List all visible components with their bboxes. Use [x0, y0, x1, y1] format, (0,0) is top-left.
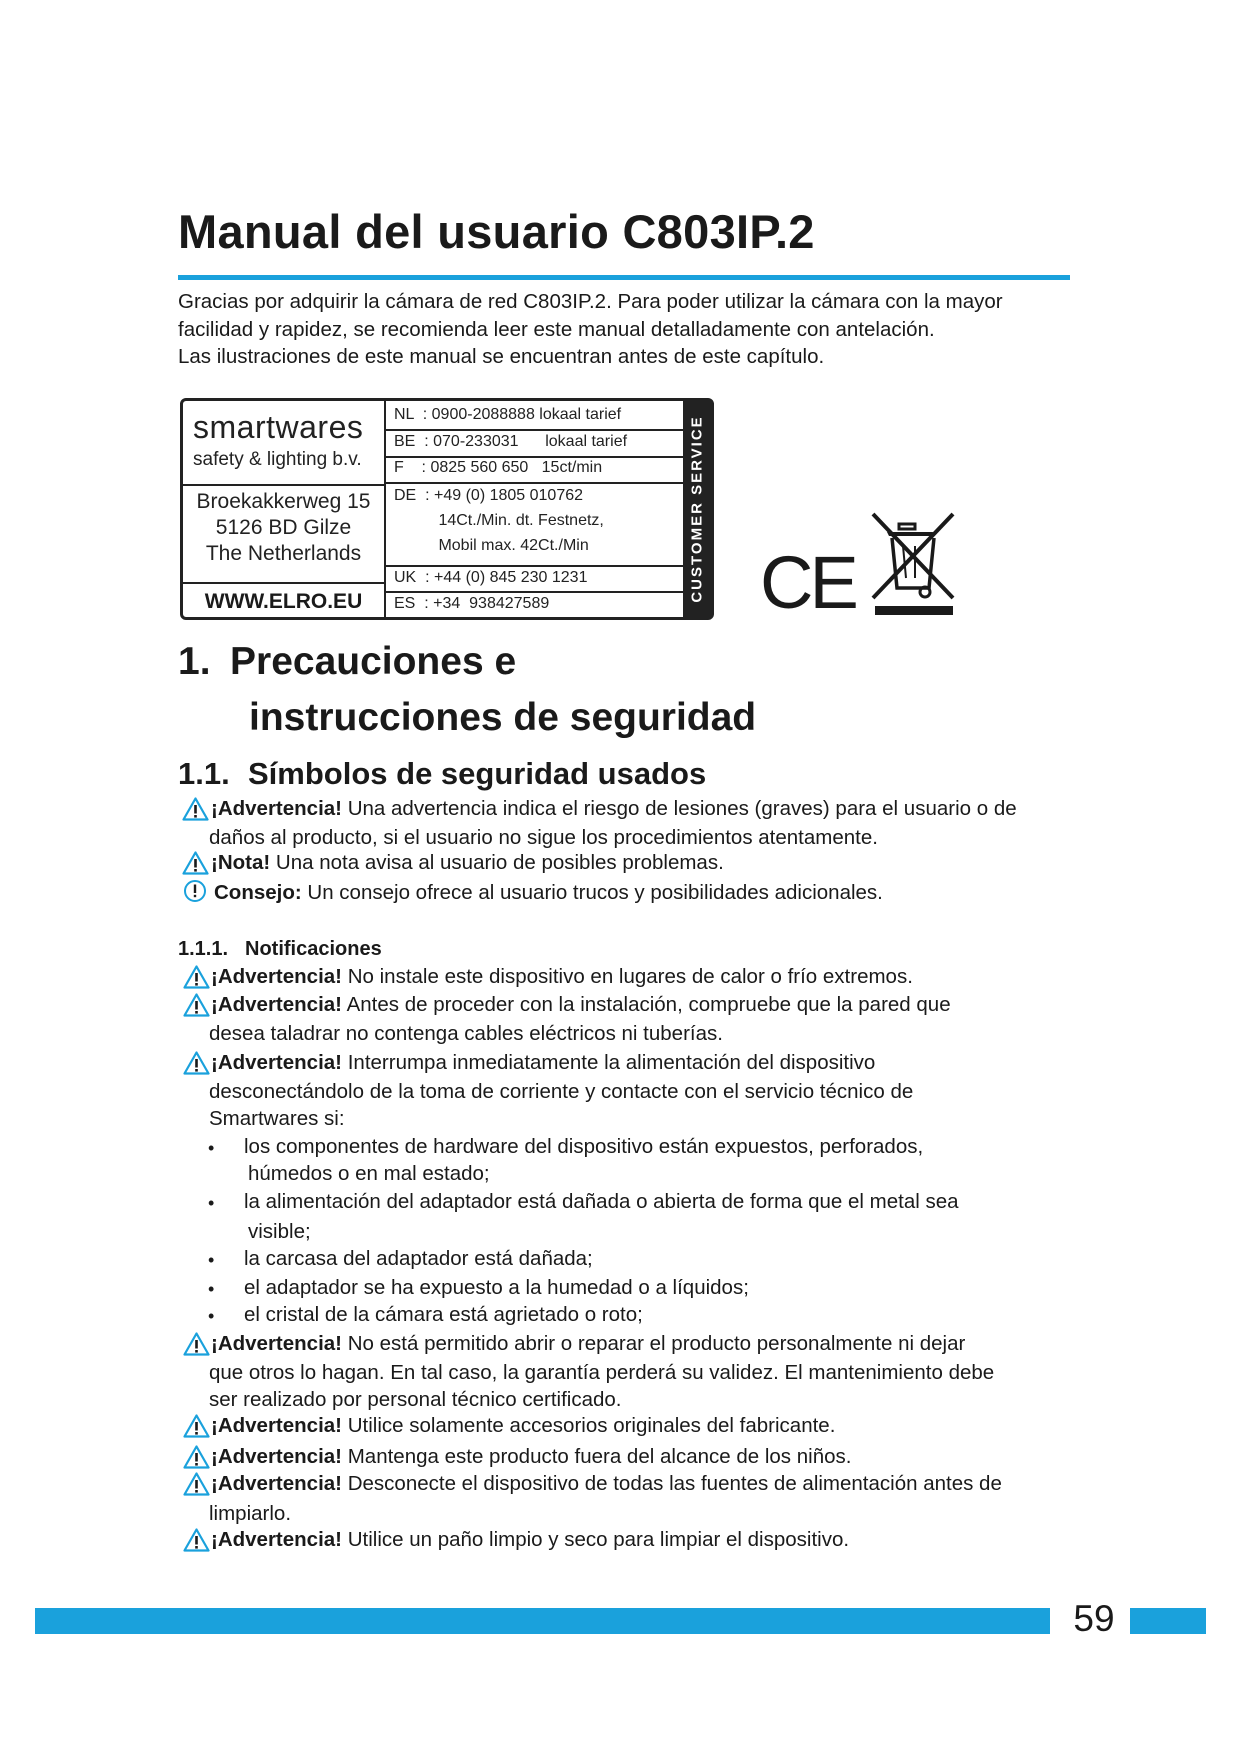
section-title: Notificaciones — [245, 938, 382, 960]
warning-text-cont: desea taladrar no contenga cables eléctricos ni tuberías. — [209, 1022, 723, 1045]
intro-line: facilidad y rapidez, se recomienda leer este manual detalladamente con antelación. — [178, 317, 935, 341]
intro-line: Gracias por adquirir la cámara de red C803IP.2. Para poder utilizar la cámara con la mayor — [178, 290, 1003, 313]
brand-name: smartwares — [193, 409, 364, 445]
phone-divider — [386, 591, 684, 593]
symbol-tip — [214, 881, 883, 905]
bullet-item: la carcasa del adaptador está dañada; — [244, 1247, 593, 1270]
customer-service-label: CUSTOMER SERVICE — [688, 415, 706, 603]
warning-item — [211, 1472, 1002, 1496]
bullet-dot: • — [208, 1279, 215, 1299]
warning-item — [211, 1332, 965, 1356]
section-number: 1.1.1. — [178, 938, 229, 960]
bullet-dot: • — [208, 1250, 215, 1270]
page-number: 59 — [1073, 1598, 1115, 1639]
address-line: 5126 BD Gilze — [215, 516, 352, 539]
warning-text: Utilice un paño limpio y seco para limpiar el dispositivo. — [347, 1528, 850, 1551]
symbol-label: ¡Nota! — [211, 851, 271, 874]
symbol-label: ¡Advertencia! — [211, 797, 343, 820]
phone-divider — [386, 482, 684, 484]
footer-bar — [35, 1608, 1050, 1634]
warning-icon — [182, 797, 209, 821]
bullet-dot: • — [208, 1193, 215, 1213]
address-line: The Netherlands — [205, 542, 362, 565]
warning-icon — [183, 1528, 210, 1552]
symbol-warning — [211, 797, 1017, 821]
phone-divider — [386, 565, 684, 567]
warning-icon — [183, 993, 210, 1017]
warning-label: ¡Advertencia! — [211, 1051, 343, 1074]
warning-icon — [183, 1414, 210, 1438]
bullet-item: el adaptador se ha expuesto a la humedad o a líquidos; — [244, 1276, 749, 1299]
warning-text: Mantenga este producto fuera del alcance de los niños. — [347, 1445, 852, 1468]
warning-text: Antes de proceder con la instalación, compruebe que la pared que — [346, 993, 951, 1016]
phone-divider — [386, 456, 684, 458]
warning-text: Desconecte el dispositivo de todas las fuentes de alimentación antes de — [347, 1472, 1002, 1495]
warning-item — [211, 1051, 875, 1075]
phone-de-note: 14Ct./Min. dt. Festnetz, — [394, 512, 604, 529]
phone-uk: UK : +44 (0) 845 230 1231 — [394, 569, 588, 586]
section-number: 1. — [178, 640, 211, 683]
bullet-item: los componentes de hardware del dispositivo están expuestos, perforados, — [244, 1135, 924, 1158]
warning-text-cont: Smartwares si: — [209, 1107, 345, 1130]
weee-bin-icon — [865, 508, 961, 618]
warning-label: ¡Advertencia! — [211, 1528, 343, 1551]
warning-text-cont: desconectándolo de la toma de corriente y contacte con el servicio técnico de — [209, 1080, 914, 1103]
brand-subtitle: safety & lighting b.v. — [193, 449, 362, 470]
warning-text-cont: ser realizado por personal técnico certificado. — [209, 1388, 622, 1411]
warning-text: Utilice solamente accesorios originales del fabricante. — [347, 1414, 836, 1437]
warning-icon — [183, 1332, 210, 1356]
warning-item — [211, 1414, 835, 1438]
section-1-heading — [178, 634, 756, 746]
symbol-text: Un consejo ofrece al usuario trucos y posibilidades adicionales. — [307, 881, 883, 904]
warning-item — [211, 993, 951, 1017]
section-title: Símbolos de seguridad usados — [248, 756, 707, 791]
warning-label: ¡Advertencia! — [211, 1445, 343, 1468]
phone-de: DE : +49 (0) 1805 010762 — [394, 487, 584, 504]
warning-text: No instale este dispositivo en lugares de calor o frío extremos. — [347, 965, 913, 988]
company-address — [183, 489, 384, 567]
warning-icon — [183, 1051, 210, 1075]
phone-be: BE : 070-233031 lokaal tarief — [394, 433, 628, 450]
customer-service-band — [683, 401, 711, 617]
title-divider — [178, 275, 1070, 280]
warning-text-cont: limpiarlo. — [209, 1502, 292, 1525]
brand-box — [183, 401, 384, 486]
phone-list — [386, 401, 684, 617]
warning-text: No está permitido abrir o reparar el producto personalmente ni dejar — [347, 1332, 966, 1355]
page-title: Manual del usuario C803IP.2 — [178, 205, 815, 258]
warning-icon — [183, 1472, 210, 1496]
symbol-text: Una nota avisa al usuario de posibles problemas. — [275, 851, 724, 874]
intro-paragraph — [178, 288, 1078, 371]
intro-line: Las ilustraciones de este manual se encuentran antes de este capítulo. — [178, 345, 825, 368]
bullet-dot: • — [208, 1306, 215, 1326]
warning-item — [211, 965, 913, 989]
section-number: 1.1. — [178, 756, 230, 791]
website: WWW.ELRO.EU — [183, 582, 384, 622]
customer-service-card — [180, 398, 714, 620]
bullet-item-cont: húmedos o en mal estado; — [248, 1162, 490, 1185]
warning-item — [211, 1528, 849, 1552]
phone-de-note: Mobil max. 42Ct./Min — [394, 537, 589, 554]
warning-item — [211, 1445, 851, 1469]
phone-divider — [386, 429, 684, 431]
tip-icon — [183, 879, 207, 903]
symbol-label: Consejo: — [214, 881, 302, 904]
warning-label: ¡Advertencia! — [211, 1332, 343, 1355]
ce-mark: CE — [760, 541, 855, 624]
warning-label: ¡Advertencia! — [211, 993, 343, 1016]
section-title-line: instrucciones de seguridad — [249, 696, 757, 739]
warning-label: ¡Advertencia! — [211, 965, 343, 988]
bullet-dot: • — [208, 1138, 215, 1158]
bullet-item: el cristal de la cámara está agrietado o roto; — [244, 1303, 643, 1326]
section-1-1-1-heading — [178, 938, 382, 961]
bullet-item-cont: visible; — [248, 1220, 311, 1243]
phone-fr: F : 0825 560 650 15ct/min — [394, 459, 603, 476]
symbol-text-cont: daños al producto, si el usuario no sigue los procedimientos atentamente. — [209, 826, 878, 849]
warning-icon — [183, 965, 210, 989]
phone-nl: NL : 0900-2088888 lokaal tarief — [394, 406, 622, 423]
card-left-column — [183, 401, 386, 617]
address-line: Broekakkerweg 15 — [196, 490, 371, 513]
section-title-line: Precauciones e — [230, 640, 517, 683]
warning-icon — [182, 851, 209, 875]
warning-icon — [183, 1445, 210, 1469]
section-1-1-heading — [178, 756, 706, 792]
warning-label: ¡Advertencia! — [211, 1414, 343, 1437]
warning-text-cont: que otros lo hagan. En tal caso, la garantía perderá su validez. El mantenimiento debe — [209, 1361, 995, 1384]
warning-text: Interrumpa inmediatamente la alimentación del dispositivo — [347, 1051, 876, 1074]
bullet-item: la alimentación del adaptador está dañada o abierta de forma que el metal sea — [244, 1190, 959, 1213]
phone-es: ES : +34 938427589 — [394, 595, 550, 612]
warning-label: ¡Advertencia! — [211, 1472, 343, 1495]
symbol-note — [211, 851, 724, 875]
footer-bar — [1130, 1608, 1206, 1634]
symbol-text: Una advertencia indica el riesgo de lesiones (graves) para el usuario o de — [347, 797, 1017, 820]
